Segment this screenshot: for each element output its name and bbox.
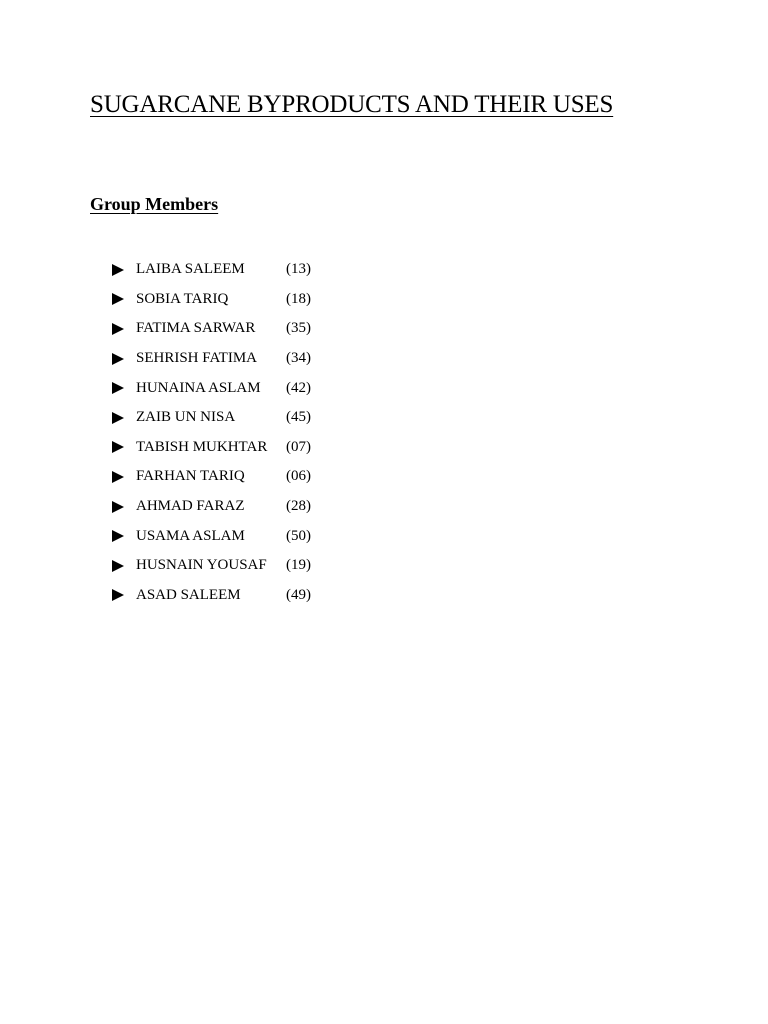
member-roll-number: (49) (286, 586, 311, 603)
right-triangle-icon (112, 382, 124, 394)
member-name: HUSNAIN YOUSAF (136, 557, 267, 574)
list-item (110, 492, 311, 522)
member-roll-number: (42) (286, 379, 311, 396)
member-name: TABISH MUKHTAR (136, 438, 268, 455)
member-name: AHMAD FARAZ (136, 498, 245, 515)
member-roll-number: (34) (286, 350, 311, 367)
list-item (110, 373, 311, 403)
list-item (110, 255, 311, 285)
right-triangle-icon (112, 353, 124, 365)
list-item (110, 403, 311, 433)
member-name: ZAIB UN NISA (136, 409, 236, 426)
right-triangle-icon (112, 530, 124, 542)
list-item (110, 433, 311, 463)
member-name: HUNAINA ASLAM (136, 379, 261, 396)
member-name: SEHRISH FATIMA (136, 350, 257, 367)
right-triangle-icon (112, 501, 124, 513)
member-name: LAIBA SALEEM (136, 261, 245, 278)
list-item (110, 462, 311, 492)
list-item (110, 314, 311, 344)
member-name: FARHAN TARIQ (136, 468, 245, 485)
member-roll-number: (28) (286, 498, 311, 515)
right-triangle-icon (112, 589, 124, 601)
list-item (110, 344, 311, 374)
member-name: SOBIA TARIQ (136, 290, 229, 307)
right-triangle-icon (112, 264, 124, 276)
page-title: SUGARCANE BYPRODUCTS AND THEIR USES (90, 91, 614, 118)
section-heading-group-members: Group Members (90, 194, 219, 214)
list-item (110, 581, 311, 611)
member-name: USAMA ASLAM (136, 527, 245, 544)
list-item (110, 551, 311, 581)
member-roll-number: (50) (286, 527, 311, 544)
right-triangle-icon (112, 441, 124, 453)
member-roll-number: (45) (286, 409, 311, 426)
list-item (110, 521, 311, 551)
member-roll-number: (19) (286, 557, 311, 574)
right-triangle-icon (112, 323, 124, 335)
group-members-list (110, 255, 311, 610)
right-triangle-icon (112, 560, 124, 572)
list-item (110, 285, 311, 315)
right-triangle-icon (112, 412, 124, 424)
member-roll-number: (13) (286, 261, 311, 278)
member-name: FATIMA SARWAR (136, 320, 256, 337)
member-roll-number: (06) (286, 468, 311, 485)
member-name: ASAD SALEEM (136, 586, 241, 603)
right-triangle-icon (112, 293, 124, 305)
member-roll-number: (18) (286, 290, 311, 307)
member-roll-number: (07) (286, 438, 311, 455)
right-triangle-icon (112, 471, 124, 483)
member-roll-number: (35) (286, 320, 311, 337)
